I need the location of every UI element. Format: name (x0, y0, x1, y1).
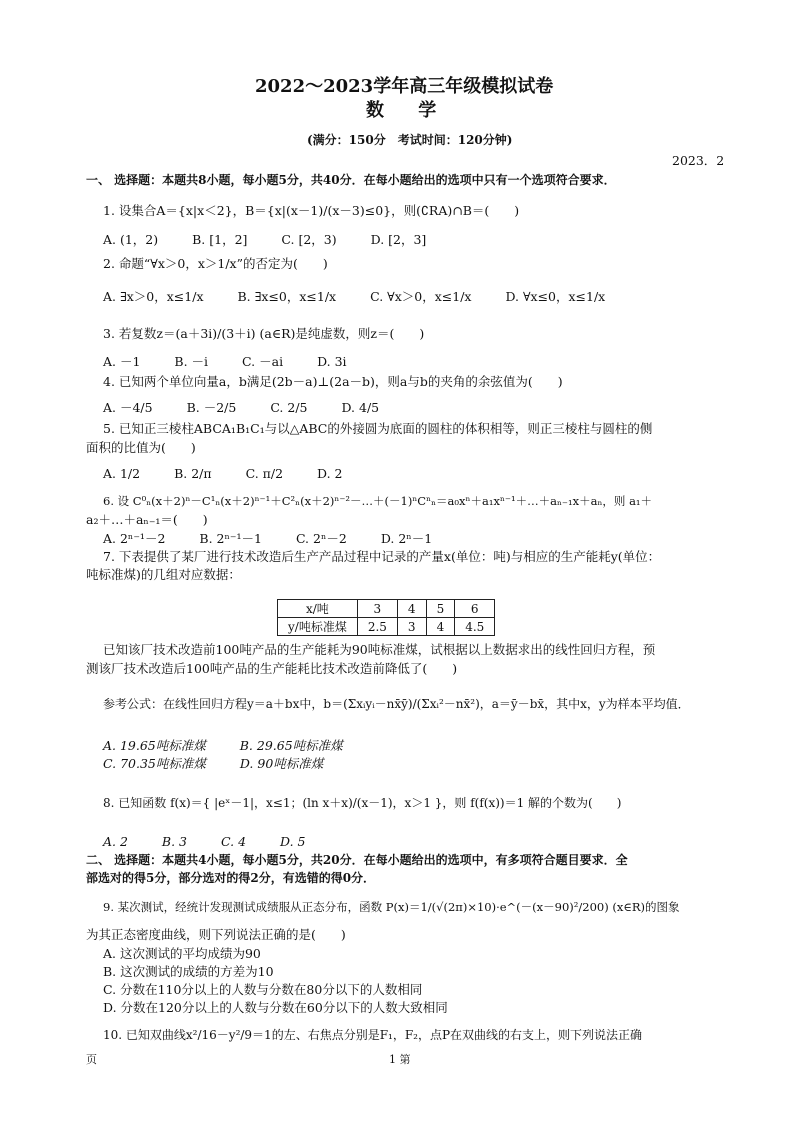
question-9-stem-line2: 为其正态密度曲线，则下列说法正确的是( ) (86, 927, 346, 942)
option-c: C. 2ⁿ－2 (295, 531, 347, 546)
table-row (278, 618, 495, 636)
option-c: C. 70.35吨标准煤 (103, 756, 206, 771)
question-9-option-d: D. 分数在120分以上的人数与分数在60分以下的人数大致相同 (103, 1000, 448, 1015)
question-9-stem-line1: 9. 某次测试，经统计发现测试成绩服从正态分布，函数 P(x)＝1/(√(2π)×10)·e^(－(x－90)²/200) (x∈R)的图象 (103, 900, 680, 914)
table-row (278, 600, 495, 618)
table-cell: 3 (397, 618, 426, 636)
production-data-table (277, 599, 495, 636)
question-6-stem-line2: a₂＋…＋aₙ₋₁＝( ) (86, 512, 208, 527)
exam-date: 2023．2 (672, 153, 725, 168)
question-6-stem-line1: 6. 设 C⁰ₙ(x＋2)ⁿ－C¹ₙ(x＋2)ⁿ⁻¹＋C²ₙ(x＋2)ⁿ⁻²－…＋(－1)ⁿCⁿₙ＝a₀xⁿ＋a₁xⁿ⁻¹＋…＋aₙ₋₁x＋aₙ，则 a₁＋ (103, 494, 653, 508)
question-3-stem: 3. 若复数z＝(a＋3i)/(3＋i) (a∈R)是纯虚数，则z＝( ) (103, 326, 425, 341)
question-2-options (103, 289, 635, 305)
option-d: D. 3i (317, 354, 347, 369)
option-d: D. 90吨标准煤 (239, 756, 324, 771)
table-cell: 2.5 (357, 618, 397, 636)
option-d: D. 2 (317, 466, 343, 481)
option-c: C. ∀x＞0，x≤1/x (370, 289, 472, 304)
option-a: A. ∃x＞0，x≤1/x (103, 289, 204, 304)
option-d: D. 5 (280, 834, 306, 849)
option-a: A. 2ⁿ⁻¹－2 (103, 531, 166, 546)
option-c: C. －ai (242, 354, 284, 369)
question-7-options-row1 (103, 738, 373, 754)
option-b: B. 2/π (174, 466, 212, 481)
table-cell: 4.5 (455, 618, 495, 636)
question-9-option-b: B. 这次测试的成绩的方差为10 (103, 964, 274, 979)
option-a: A. (1，2) (103, 232, 159, 247)
option-c: C. 2/5 (270, 400, 308, 415)
option-a: A. －1 (103, 354, 141, 369)
option-a: A. 19.65吨标准煤 (103, 738, 206, 753)
option-b: B. －2/5 (186, 400, 237, 415)
question-3-options (103, 354, 377, 370)
question-7-options-row2 (103, 756, 353, 772)
option-a: A. －4/5 (103, 400, 153, 415)
question-8-stem: 8. 已知函数 f(x)＝{ |eˣ－1|，x≤1；(ln x＋x)/(x－1)，x＞1 }，则 f(f(x))＝1 解的个数为( ) (103, 796, 622, 810)
question-1-stem: 1. 设集合A＝{x|x＜2}，B＝{x|(x－1)/(x－3)≤0}，则(∁RA)∩B＝( ) (103, 203, 520, 218)
option-b: B. －i (174, 354, 209, 369)
subject-title: 数 学 (366, 100, 451, 121)
question-1-options (103, 232, 456, 248)
option-c: C. π/2 (245, 466, 284, 481)
table-cell: 3 (357, 600, 397, 618)
table-cell: x/吨 (278, 600, 358, 618)
section2-heading-line2: 部选对的得5分，部分选对的得2分，有选错的得0分． (86, 871, 376, 885)
option-b: B. ∃x≤0，x≤1/x (237, 289, 337, 304)
question-7-text-line1: 已知该厂技术改造前100吨产品的生产能耗为90吨标准煤，试根据以上数据求出的线性回归方程，预 (103, 642, 656, 657)
table-cell: 4 (397, 600, 426, 618)
option-b: B. [1，2] (192, 232, 248, 247)
question-9-option-c: C. 分数在110分以上的人数与分数在80分以下的人数相同 (103, 982, 423, 997)
option-a: A. 2 (103, 834, 128, 849)
option-d: D. [2，3] (370, 232, 427, 247)
option-d: D. 2ⁿ－1 (380, 531, 433, 546)
option-d: D. ∀x≤0，x≤1/x (505, 289, 606, 304)
option-a: A. 1/2 (103, 466, 141, 481)
question-7-stem-line1: 7. 下表提供了某厂进行技术改造后生产产品过程中记录的产量x(单位：吨)与相应的生产能耗y(单位： (103, 549, 661, 564)
table-cell: y/吨标准煤 (278, 618, 358, 636)
question-8-options (103, 834, 336, 850)
question-7-stem-line2: 吨标准煤)的几组对应数据： (86, 567, 241, 582)
question-10-stem: 10. 已知双曲线x²/16－y²/9＝1的左、右焦点分别是F₁，F₂，点P在双曲线的右支上，则下列说法正确 (103, 1028, 643, 1042)
question-5-options (103, 466, 373, 482)
question-6-options (103, 531, 462, 547)
section2-heading-line1: 二、 选择题：本题共4小题，每小题5分，共20分．在每小题给出的选项中，有多项符合题目要求．全 (86, 853, 628, 867)
question-5-stem-line2: 面积的比值为( ) (86, 440, 196, 455)
footer-left: 页 (86, 1053, 97, 1066)
exam-meta: (满分：150分 考试时间：120分钟) (307, 133, 513, 147)
question-9-option-a: A. 这次测试的平均成绩为90 (103, 946, 261, 961)
question-4-stem: 4. 已知两个单位向量a，b满足(2b－a)⊥(2a－b)，则a与b的夹角的余弦值为( ) (103, 374, 563, 389)
footer-page-number: 1 第 (389, 1053, 411, 1066)
option-b: B. 3 (161, 834, 188, 849)
question-7-text-line2: 测该厂技术改造后100吨产品的生产能耗比技术改造前降低了( ) (86, 661, 458, 676)
table-cell: 5 (426, 600, 455, 618)
reference-formula: 参考公式：在线性回归方程y＝a＋bx中，b＝(Σxᵢyᵢ－nx̄ȳ)/(Σxᵢ²－nx̄²)，a＝ȳ－bx̄，其中x，y为样本平均值． (103, 697, 690, 711)
table-cell: 4 (426, 618, 455, 636)
option-c: C. 4 (221, 834, 247, 849)
question-4-options (103, 400, 409, 416)
table-cell: 6 (455, 600, 495, 618)
section1-heading: 一、 选择题：本题共8小题，每小题5分，共40分．在每小题给出的选项中只有一个选项符合要求． (86, 173, 616, 187)
page-title: 2022～2023学年高三年级模拟试卷 (255, 76, 554, 97)
question-2-stem: 2. 命题“∀x＞0，x＞1/x”的否定为( ) (103, 256, 328, 271)
question-5-stem-line1: 5. 已知正三棱柱ABCA₁B₁C₁与以△ABC的外接圆为底面的圆柱的体积相等，则正三棱柱与圆柱的侧 (103, 421, 653, 436)
option-c: C. [2，3) (281, 232, 337, 247)
option-b: B. 2ⁿ⁻¹－1 (199, 531, 262, 546)
option-b: B. 29.65吨标准煤 (239, 738, 343, 753)
option-d: D. 4/5 (341, 400, 380, 415)
